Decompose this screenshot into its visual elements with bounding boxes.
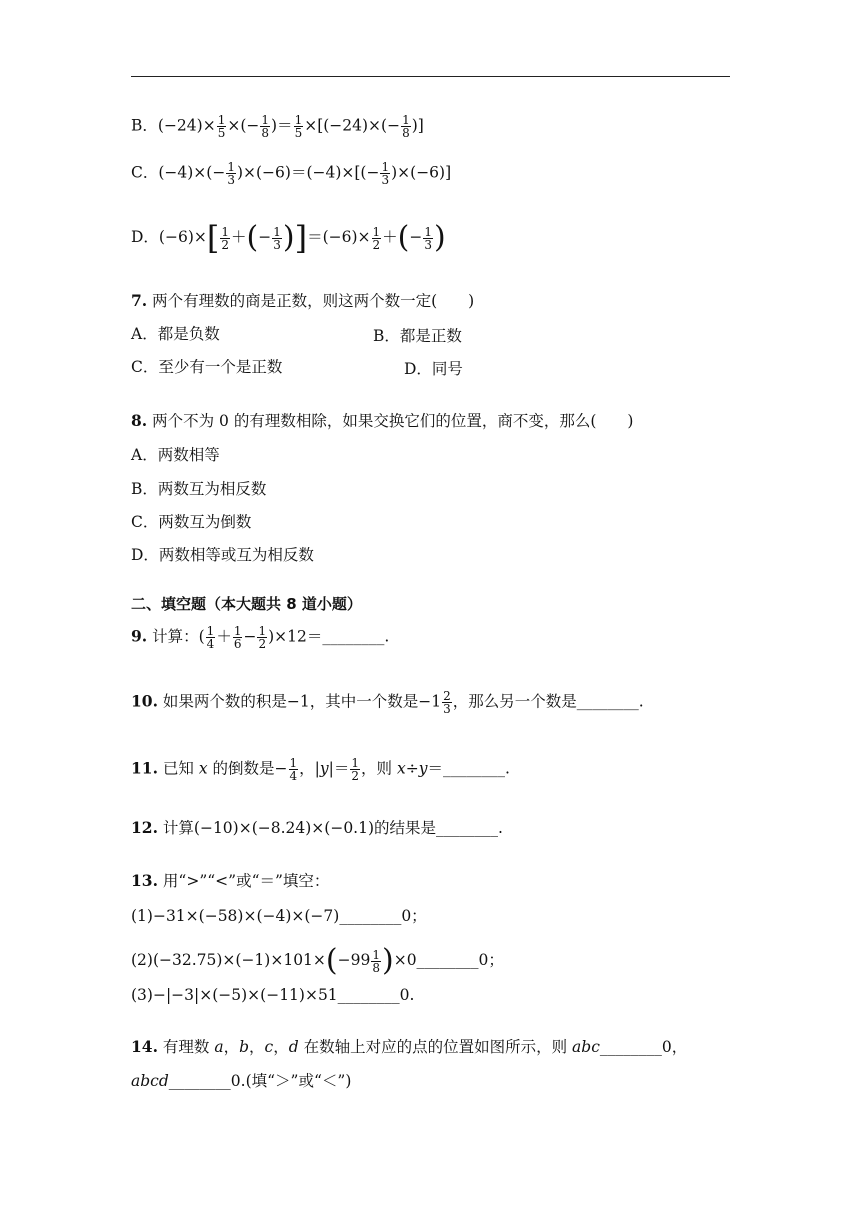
- q8-option-d: D．两数相等或互为相反数: [131, 546, 314, 564]
- q7-option-d: D．同号: [404, 360, 463, 378]
- option-c-top: C．(−4)×(− $\frac{1}{3}$ )×(−6)＝(−4)×[(− $\frac{1}{3}$ )×(−6)]: [131, 160, 452, 187]
- option-d-top: D．(−6)×[ $\frac{1}{2}$ ＋(− $\frac{1}{3}$ )]＝(−6)× $\frac{1}{2}$ ＋(− $\frac{1}{3}$ ): [131, 219, 446, 257]
- q7-option-a: A．都是负数: [131, 325, 220, 343]
- q13-part3: (3)−|−3|×(−5)×(−11)×51________0.: [131, 986, 415, 1004]
- q10: 10. 如果两个数的积是−1，其中一个数是−1 $\frac{2}{3}$ ，那么另一个数是________.: [131, 689, 644, 716]
- section-title: 二、填空题（本大题共 8 道小题）: [131, 595, 362, 613]
- q11: 11. 已知 x 的倒数是− $\frac{1}{4}$ ，|y|＝ $\frac{1}{2}$ ，则 x÷y＝________.: [131, 756, 510, 783]
- q8-option-b: B．两数互为相反数: [131, 480, 267, 498]
- q9: 9. 计算：( $\frac{1}{4}$ ＋ $\frac{1}{6}$ − $\frac{1}{2}$ )×12＝________.: [131, 624, 390, 651]
- q7-option-c: C．至少有一个是正数: [131, 358, 283, 376]
- q12: 12. 计算(−10)×(−8.24)×(−0.1)的结果是________.: [131, 818, 503, 837]
- q7-stem: 7. 两个有理数的商是正数，则这两个数一定( ): [131, 291, 475, 310]
- q7-option-b: B．都是正数: [373, 327, 462, 345]
- q8-stem: 8. 两个不为 0 的有理数相除，如果交换它们的位置，商不变，那么( ): [131, 411, 634, 430]
- q14-line1: 14. 有理数 a，b，c，d 在数轴上对应的点的位置如图所示，则 abc________0，: [131, 1037, 688, 1056]
- q13-part1: (1)−31×(−58)×(−4)×(−7)________0；: [131, 907, 427, 925]
- q14-line2: abcd________0.(填“＞”或“＜”): [131, 1072, 352, 1090]
- q13-part2: (2)(−32.75)×(−1)×101×(−99 $\frac{1}{8}$ )×0________0；: [131, 943, 504, 978]
- q8-option-c: C．两数互为倒数: [131, 513, 252, 531]
- option-b-top: B．(−24)× $\frac{1}{5}$ ×(− $\frac{1}{8}$ )＝ $\frac{1}{5}$ ×[(−24)×(− $\frac{1}{8}$ )]: [131, 113, 424, 140]
- header-rule: [131, 76, 730, 77]
- q13-stem: 13. 用“>”“<”或“＝”填空：: [131, 871, 330, 890]
- q8-option-a: A．两数相等: [131, 446, 220, 464]
